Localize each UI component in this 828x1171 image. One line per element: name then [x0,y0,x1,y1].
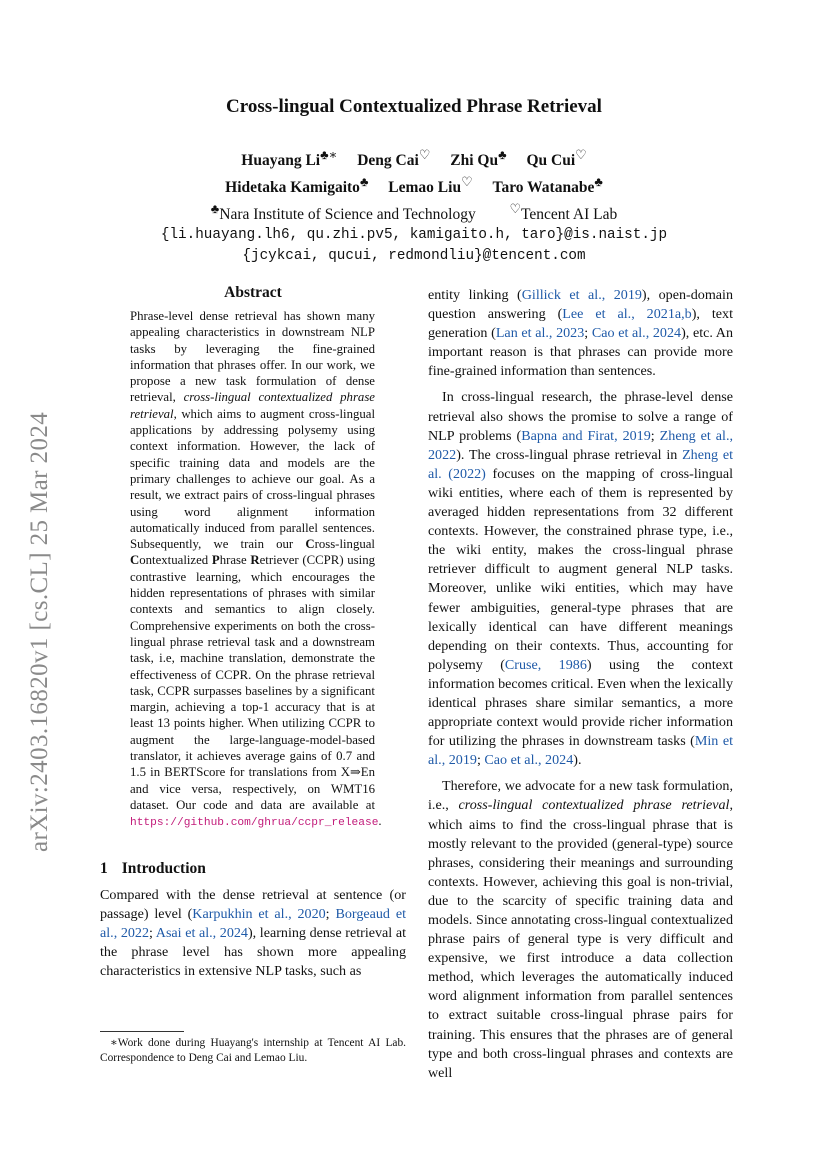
author-block [0,144,828,267]
email-tencent: {jcykcai, qucui, redmondliu}@tencent.com [242,248,586,265]
author-mark: ♡ [461,174,473,190]
abstract-text: hrase [219,553,251,568]
abstract-heading: Abstract [224,284,282,301]
section-number: 1 [100,859,108,877]
body-text: Compared with the dense retrieval at sentence (or passage) level ( [100,886,406,922]
affiliations [0,198,828,225]
citation-link[interactable]: Borgeaud et al., 2022 [100,905,406,941]
arxiv-id-text: arXiv:2403.16820v1 [cs.CL] 25 Mar 2024 [26,411,53,852]
author-name: Huayang Li [241,152,321,170]
footnote: ∗Work done during Huayang's internship at Tencent AI Lab. Correspondence to Deng Cai and Lemao Liu. [100,1037,406,1064]
author-name: Lemao Liu [388,179,462,197]
intro-paragraph [100,886,406,981]
body-paragraph [428,777,733,1083]
email-naist: {li.huayang.lh6, qu.zhi.pv5, kamigaito.h, taro}@is.naist.jp [160,227,668,244]
affiliation-tencent: Tencent AI Lab [521,206,618,224]
body-text: ) using the context information becomes critical. Even when the lexically identical phrases share similar semantics, a more appropriate context would provide richer information for utilizing the phrases in downstream tasks ( [428,656,733,750]
body-paragraph [428,286,733,381]
citation-link[interactable]: Lan et al., 2023 [495,325,585,342]
citation-link[interactable]: Cao et al., 2024 [591,325,682,342]
abstract-emphasis: cross-lingual contextualized phrase retrieval [130,390,375,421]
author-name: Taro Watanabe [492,179,595,197]
abstract-body [130,308,382,832]
citation-link[interactable]: Cruse, 1986 [504,656,587,673]
citation-link[interactable]: Zheng et al. (2022) [428,446,733,482]
affiliation-mark: ♡ [509,201,522,217]
author-name: Zhi Qu [450,152,499,170]
author-mark: ♣ [359,174,369,190]
body-text: ), etc. An important reason is that phrases can provide more fine-grained information than sentences. [428,325,733,380]
author-mark: ♡ [418,147,431,162]
section-title: Introduction [121,859,206,877]
footnote-divider [100,1031,184,1032]
code-url-link[interactable]: https://github.com/ghrua/ccpr_release [130,817,379,830]
body-paragraph [428,388,733,770]
body-text: ; [476,752,485,769]
body-text: ), text generation ( [428,306,733,342]
right-column [428,286,733,1083]
author-name: Deng Cai [357,152,419,170]
body-text: ; [149,924,156,941]
abstract-text: , which aims to augment cross-lingual applications by addressing polysemy using context information. However, the lack of specific training data and models are the primary challenges to achieve our goal. As a result, we extract pairs of cross-lingual phrases using word alignment information automatically induced from parallel sentences. Subsequently, we train our [130,406,375,552]
acronym-letter: R [250,553,260,568]
acronym-letter: C [305,537,315,552]
author-mark: ♣∗ [320,147,338,162]
body-text: ), learning dense retrieval at the phrase level has shown more appealing characteristics in extensive NLP tasks, such as [100,924,406,979]
body-text: , which aims to find the cross-lingual phrase that is mostly relevant to the provided (general-type) source phrases, considering their meanings and surrounding contexts. However, achieving this goal is non-trivial, due to the scarcity of specific training data and models. Since annotating cross-lingual contextualized phrase pairs of general type is very difficult and expensive, we first introduce a data collection method, which leverages the automatically induced word alignment information from parallel sentences to extract suitable cross-lingual phrase pairs for training. This ensures that the phrases are of general type and both cross-lingual phrases and contexts are well [428,797,733,1081]
abstract-text: . [378,814,382,829]
body-text: In cross-lingual research, the phrase-level dense retrieval also shows the promise to solve a range of NLP problems ( [428,389,733,444]
body-text: ), open-domain question answering ( [428,287,733,323]
affiliation-naist: Nara Institute of Science and Technology [219,206,476,224]
body-text: ; [325,905,336,922]
body-text: ). [573,752,582,769]
section-heading-introduction [100,860,406,878]
citation-link[interactable]: Min et al., 2019 [428,733,733,769]
author-mark: ♣ [498,147,507,162]
body-text: ; [650,427,660,444]
author-mark: ♣ [594,174,603,190]
author-row-1 [0,144,828,171]
body-text: focuses on the mapping of cross-lingual wiki entities, where each of them is represented by averaged hidden representations from 32 different contexts. However, the constrained phrase type, i.e., the wiki entity, makes the cross-lingual phrase retriever difficult to augment general NLP tasks. Moreover, unlike wiki entities, which may have fewer ambiguities, general-type phrases that are lexically identical can have different meanings depending on their contexts. Thus, accounting for polysemy ( [428,465,733,673]
acronym-letter: P [211,553,220,568]
acronym-letter: C [130,553,140,568]
abstract-text: ontextualized [139,553,212,568]
citation-link[interactable]: Zheng et al., 2022 [428,427,733,463]
author-row-2 [0,171,828,198]
left-column [100,284,406,981]
paper-title: Cross-lingual Contextualized Phrase Retrieval [226,96,602,117]
author-name: Hidetaka Kamigaito [225,179,360,197]
abstract-text: ross-lingual [314,537,375,552]
affiliation-mark: ♣ [210,201,220,217]
body-emphasis: cross-lingual contextualized phrase retrieval [458,797,730,814]
abstract-text: Phrase-level dense retrieval has shown many appealing characteristics in downstream NLP tasks by leveraging the fine-grained information that phrases offer. In our work, we propose a new task formulation of dense retrieval, [130,309,375,405]
body-text: ). The cross-lingual phrase retrieval in [456,446,683,463]
author-mark: ♡ [575,147,587,162]
citation-link[interactable]: Lee et al., 2021a,b [562,306,692,323]
citation-link[interactable]: Asai et al., 2024 [155,924,248,941]
citation-link[interactable]: Cao et al., 2024 [484,752,574,769]
body-text: ; [584,325,592,342]
body-text: entity linking ( [428,287,522,303]
citation-link[interactable]: Karpukhin et al., 2020 [192,905,326,922]
citation-link[interactable]: Gillick et al., 2019 [521,287,642,303]
arxiv-sidebar-identifier [22,362,56,852]
citation-link[interactable]: Bapna and Firat, 2019 [521,427,651,444]
author-name: Qu Cui [526,152,576,170]
body-text: Therefore, we advocate for a new task formulation, i.e., [428,778,733,814]
abstract-text: etriever (CCPR) using contrastive learning, which encourages the hidden representations of phrases with similar contexts and semantics to align closely. Comprehensive experiments on both the cross-lingual phrase retrieval task and a downstream task, i.e, machine translation, demonstrate the effectiveness of CCPR. On the phrase retrieval task, CCPR surpasses baselines by a significant margin, achieving a top-1 accuracy that is at least 13 points higher. When utilizing CCPR to augment the large-language-model-based translator, it achieves average gains of 0.7 and 1.5 in BERTScore for translations from X⇒En and vice versa, respectively, on WMT16 dataset. Our code and data are available at [130,553,375,812]
